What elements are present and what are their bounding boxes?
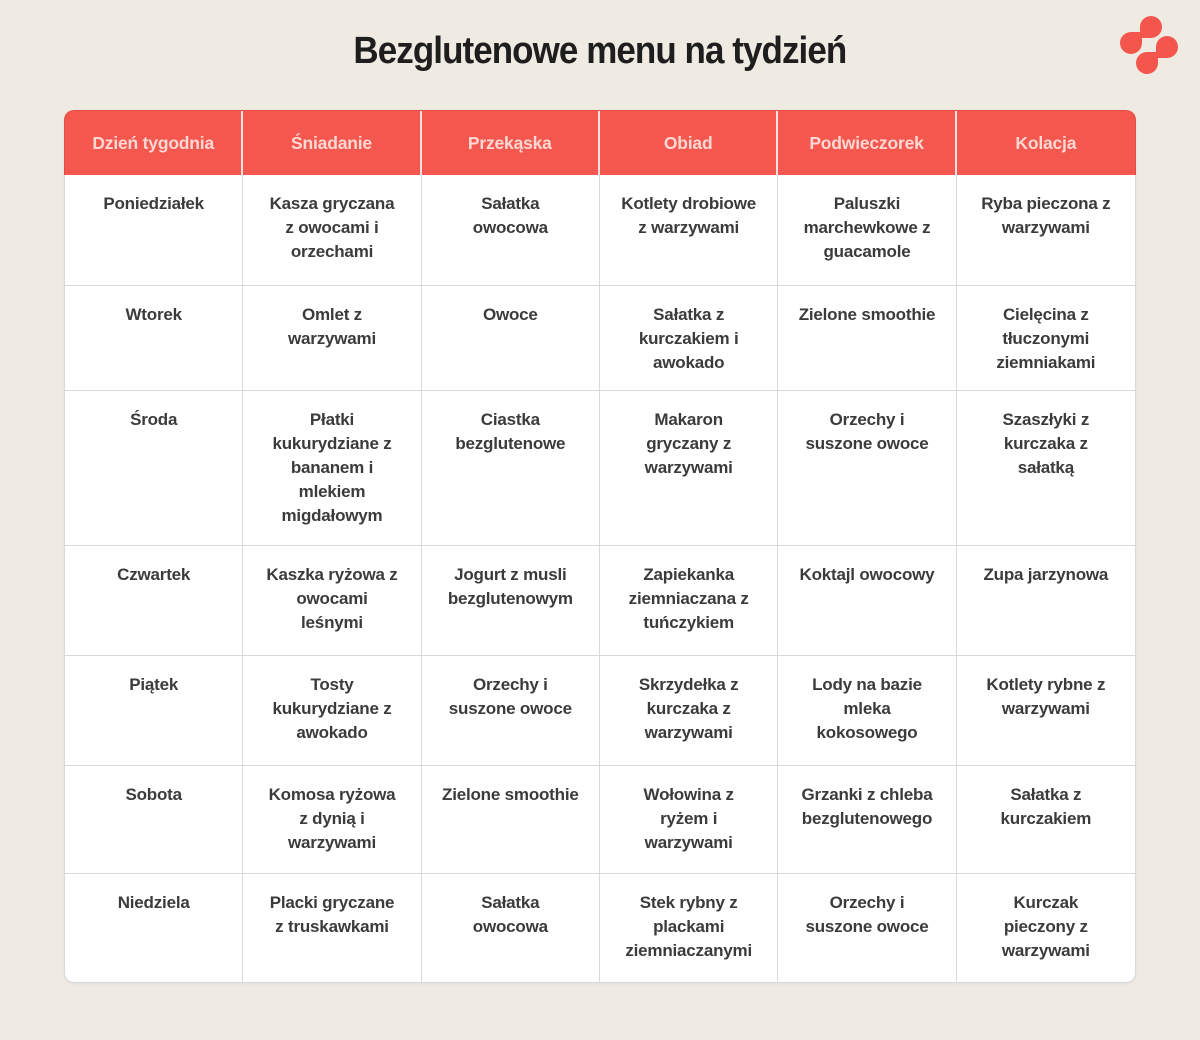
day-cell: Czwartek	[65, 546, 243, 655]
table-row-4	[65, 545, 1135, 655]
column-header-5: Podwieczorek	[778, 111, 956, 175]
meal-cell: Szaszłyki z kurczaka z sałatką	[1002, 410, 1090, 477]
four-petals-logo-icon	[1120, 16, 1178, 74]
meal-cell: Cielęcina z tłuczonymi ziemniakami	[996, 305, 1096, 372]
meal-cell: Sałatka z kurczakiem	[1000, 785, 1092, 828]
meal-cell: Owoce	[422, 286, 600, 390]
table-row-6	[65, 765, 1135, 873]
petal-icon	[1156, 36, 1178, 58]
meal-cell: Orzechy i suszone owoce	[778, 391, 956, 545]
column-header-4: Obiad	[600, 111, 778, 175]
meal-cell: Ciastka bezglutenowe	[422, 391, 600, 545]
day-cell: Poniedziałek	[65, 175, 243, 285]
meal-cell: Sałatka z kurczakiem i awokado	[600, 286, 778, 390]
column-header-3: Przekąska	[422, 111, 600, 175]
meal-cell: Kotlety rybne z warzywami	[986, 675, 1106, 718]
day-cell: Niedziela	[65, 874, 243, 982]
meal-cell: Płatki kukurydziane z bananem i mlekiem migdałowym	[243, 391, 421, 545]
day-cell: Sobota	[65, 766, 243, 873]
day-cell: Wtorek	[65, 286, 243, 390]
table-row-5	[65, 655, 1135, 765]
table-body	[64, 175, 1136, 983]
column-header-1: Dzień tygodnia	[65, 111, 243, 175]
meal-cell: Lody na bazie mleka kokosowego	[778, 656, 956, 765]
column-header-2: Śniadanie	[243, 111, 421, 175]
meal-cell: Orzechy i suszone owoce	[422, 656, 600, 765]
meal-cell: Orzechy i suszone owoce	[778, 874, 956, 982]
table-row-1	[65, 175, 1135, 285]
meal-cell: Skrzydełka z kurczaka z warzywami	[600, 656, 778, 765]
day-cell: Środa	[65, 391, 243, 545]
meal-cell: Zielone smoothie	[422, 766, 600, 873]
meal-cell: Koktajl owocowy	[778, 546, 956, 655]
table-row-3	[65, 390, 1135, 545]
petal-icon	[1136, 52, 1158, 74]
meal-cell: Komosa ryżowa z dynią i warzywami	[243, 766, 421, 873]
petal-icon	[1120, 32, 1142, 54]
meal-cell: Kurczak pieczony z warzywami	[1001, 893, 1090, 960]
meal-cell: Placki gryczane z truskawkami	[243, 874, 421, 982]
meal-cell: Makaron gryczany z warzywami	[600, 391, 778, 545]
meal-cell: Jogurt z musli bezglutenowym	[422, 546, 600, 655]
meal-cell: Grzanki z chleba bezglutenowego	[778, 766, 956, 873]
table-row-7	[65, 873, 1135, 982]
page-title-text: Bezglutenowe menu na tydzień	[353, 30, 847, 72]
table-header-row	[64, 110, 1136, 175]
meal-cell: Zupa jarzynowa	[983, 565, 1109, 584]
column-header-6: Kolacja	[1015, 132, 1077, 153]
meal-cell: Ryba pieczona z warzywami	[981, 194, 1111, 237]
meal-cell: Omlet z warzywami	[243, 286, 421, 390]
meal-cell: Sałatka owocowa	[422, 874, 600, 982]
meal-cell: Kotlety drobiowe z warzywami	[600, 175, 778, 285]
meal-cell: Paluszki marchewkowe z guacamole	[778, 175, 956, 285]
meal-cell: Wołowina z ryżem i warzywami	[600, 766, 778, 873]
weekly-menu-table	[64, 110, 1136, 983]
meal-cell: Zielone smoothie	[778, 286, 956, 390]
meal-cell: Tosty kukurydziane z awokado	[243, 656, 421, 765]
meal-cell: Stek rybny z plackami ziemniaczanymi	[600, 874, 778, 982]
meal-cell: Kaszka ryżowa z owocami leśnymi	[243, 546, 421, 655]
meal-cell: Zapiekanka ziemniaczana z tuńczykiem	[600, 546, 778, 655]
day-cell: Piątek	[65, 656, 243, 765]
petal-icon	[1140, 16, 1162, 38]
page-title	[0, 30, 1200, 73]
meal-cell: Sałatka owocowa	[422, 175, 600, 285]
table-row-2	[65, 285, 1135, 390]
meal-cell: Kasza gryczana z owocami i orzechami	[243, 175, 421, 285]
